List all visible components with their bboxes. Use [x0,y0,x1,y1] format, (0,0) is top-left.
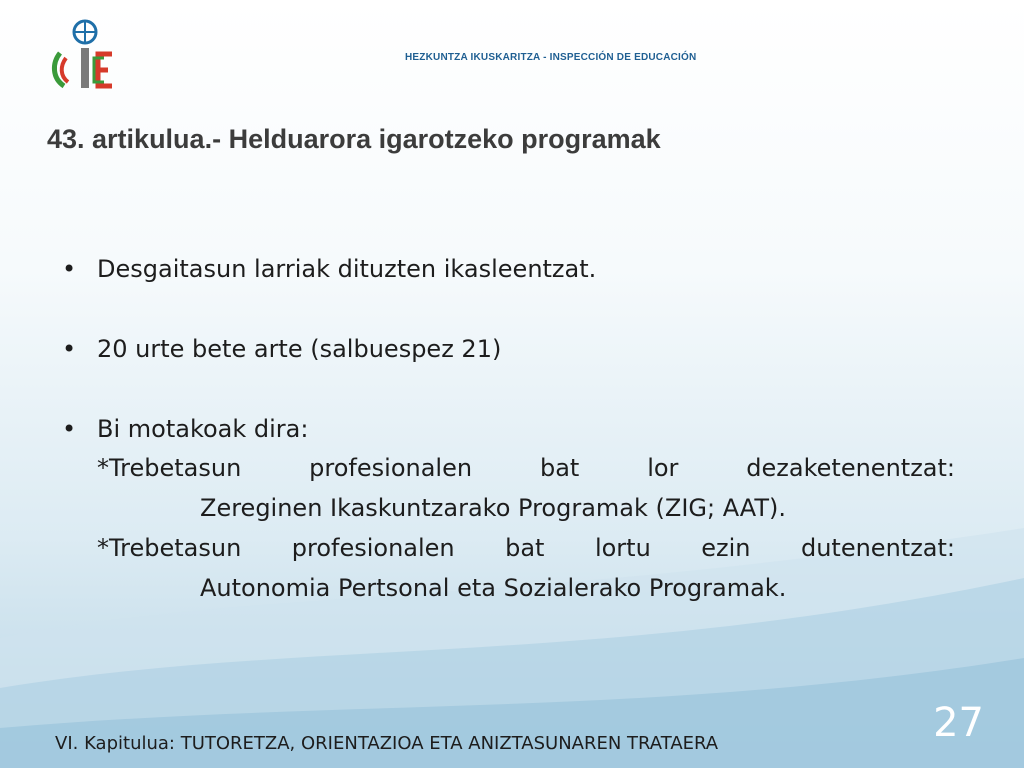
bullet-item: • Desgaitasun larriak dituzten ikasleentzat. [60,250,955,288]
bullet-item: • 20 urte bete arte (salbuespez 21) [60,330,955,368]
page-title: 43. artikulua.- Helduarora igarotzeko programak [47,124,661,154]
sub-item-line: Zereginen Ikaskuntzarako Programak (ZIG; AAT). [200,494,787,522]
slide-content [60,250,955,608]
footer-chapter: VI. Kapitulua: TUTORETZA, ORIENTAZIOA ETA ANIZTASUNAREN TRATAERA [55,733,719,754]
bullet-item: • Bi motakoak dira: [60,410,955,448]
sub-item-line: *Trebetasun profesionalen bat lortu ezin dutenentzat: [97,534,955,562]
sub-item-line: Autonomia Pertsonal eta Sozialerako Programak. [200,574,787,602]
logo-icon [50,18,120,93]
header-org-text: HEZKUNTZA IKUSKARITZA - INSPECCIÓN DE EDUCACIÓN [405,52,697,63]
page-number: 27 [933,700,984,746]
sub-item-line: *Trebetasun profesionalen bat lor dezaketenentzat: [97,454,955,482]
